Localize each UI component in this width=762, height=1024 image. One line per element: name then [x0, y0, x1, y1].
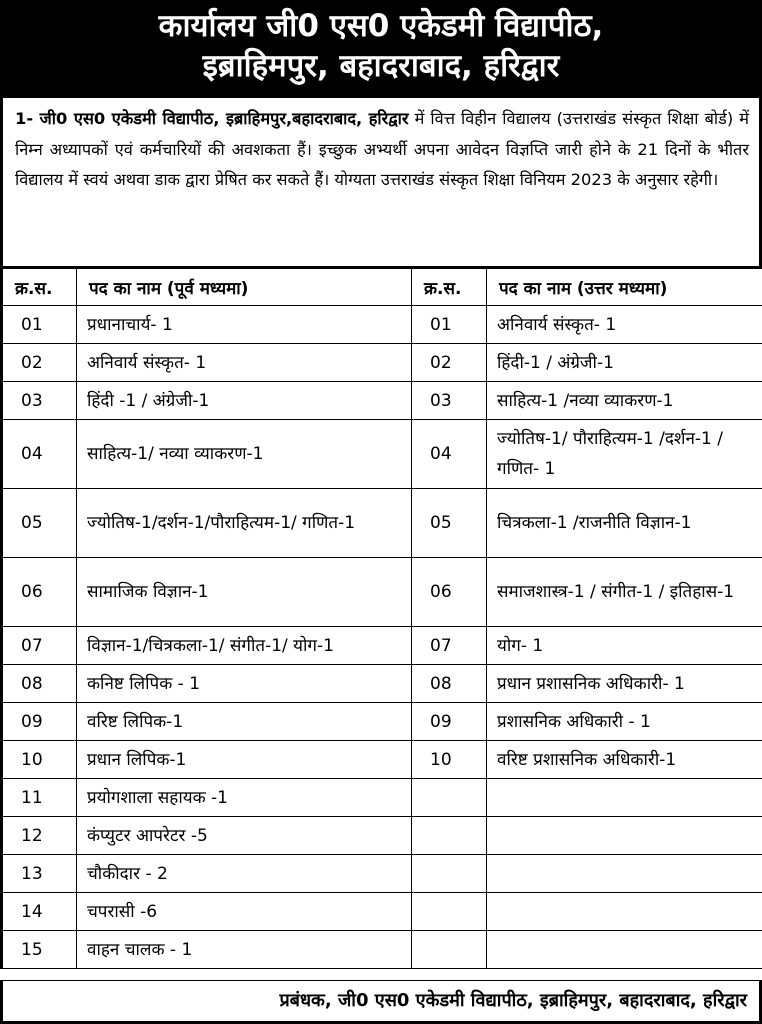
table-row	[2, 817, 762, 855]
post-right: अनिवार्य संस्कृत- 1	[487, 306, 762, 344]
serial-right: 01	[412, 306, 487, 344]
post-left: वाहन चालक - 1	[77, 931, 412, 969]
vacancy-table	[0, 266, 762, 969]
serial-right: 10	[412, 741, 487, 779]
serial-left: 13	[2, 855, 77, 893]
header-sn-left: क्र.स.	[2, 268, 77, 306]
serial-left: 15	[2, 931, 77, 969]
intro-paragraph	[0, 98, 762, 266]
table-row	[2, 931, 762, 969]
table-row	[2, 893, 762, 931]
post-right	[487, 893, 762, 931]
post-right: प्रधान प्रशासनिक अधिकारी- 1	[487, 665, 762, 703]
header-sn-right: क्र.स.	[412, 268, 487, 306]
header-title-line2: इब्राहिमपुर, बहादराबाद, हरिद्वार	[202, 48, 560, 84]
post-left: ज्योतिष-1/दर्शन-1/पौराहित्यम-1/ गणित-1	[77, 489, 412, 558]
office-header	[0, 0, 762, 98]
serial-left: 04	[2, 420, 77, 489]
post-left: विज्ञान-1/चित्रकला-1/ संगीत-1/ योग-1	[77, 627, 412, 665]
post-right: चित्रकला-1 /राजनीति विज्ञान-1	[487, 489, 762, 558]
post-left: अनिवार्य संस्कृत- 1	[77, 344, 412, 382]
post-right	[487, 931, 762, 969]
post-left: प्रयोगशाला सहायक -1	[77, 779, 412, 817]
post-right: ज्योतिष-1/ पौराहित्यम-1 /दर्शन-1 /गणित- 1	[487, 420, 762, 489]
post-left: प्रधान लिपिक-1	[77, 741, 412, 779]
table-header-row	[2, 268, 762, 306]
table-row	[2, 741, 762, 779]
serial-left: 12	[2, 817, 77, 855]
signature-footer: प्रबंधक, जी0 एस0 एकेडमी विद्यापीठ, इब्राहिमपुर, बहादराबाद, हरिद्वार	[0, 980, 762, 1024]
serial-left: 08	[2, 665, 77, 703]
table-row	[2, 627, 762, 665]
serial-right: 04	[412, 420, 487, 489]
post-left: वरिष्ट लिपिक-1	[77, 703, 412, 741]
header-post-right: पद का नाम (उत्तर मध्यमा)	[487, 268, 762, 306]
post-left: प्रधानाचार्य- 1	[77, 306, 412, 344]
post-right: समाजशास्त्र-1 / संगीत-1 / इतिहास-1	[487, 558, 762, 627]
serial-left: 03	[2, 382, 77, 420]
post-left: कनिष्ट लिपिक - 1	[77, 665, 412, 703]
serial-left: 01	[2, 306, 77, 344]
serial-left: 09	[2, 703, 77, 741]
table-body	[2, 306, 762, 969]
serial-left: 02	[2, 344, 77, 382]
post-left: कंप्युटर आपरेटर -5	[77, 817, 412, 855]
post-left: सामाजिक विज्ञान-1	[77, 558, 412, 627]
post-right: वरिष्ट प्रशासनिक अधिकारी-1	[487, 741, 762, 779]
post-right: प्रशासनिक अधिकारी - 1	[487, 703, 762, 741]
post-right	[487, 779, 762, 817]
header-post-left: पद का नाम (पूर्व मध्यमा)	[77, 268, 412, 306]
post-left: साहित्य-1/ नव्या व्याकरण-1	[77, 420, 412, 489]
intro-text: में वित्त विहीन विद्यालय (उत्तराखंड संस्कृत शिक्षा बोर्ड) में निम्न अध्यापकों एवं कर्मचारियों की अवशकता हैं। इच्छुक अभ्यर्थी अपना आवेदन विज्ञप्ति जारी होने के 21 दिनों के भीतर विद्यालय में स्वयं अथवा डाक द्वारा प्रेषित कर सकते हैं। योग्यता उत्तराखंड संस्कृत शिक्षा विनियम 2023 के अनुसार रहेगी।	[15, 109, 749, 189]
serial-right	[412, 855, 487, 893]
post-right: योग- 1	[487, 627, 762, 665]
serial-right	[412, 817, 487, 855]
table-row	[2, 703, 762, 741]
table-row	[2, 382, 762, 420]
table-row	[2, 558, 762, 627]
table-row	[2, 665, 762, 703]
post-right	[487, 855, 762, 893]
serial-left: 11	[2, 779, 77, 817]
serial-left: 07	[2, 627, 77, 665]
table-row	[2, 344, 762, 382]
serial-left: 05	[2, 489, 77, 558]
table-row	[2, 306, 762, 344]
serial-right	[412, 893, 487, 931]
serial-right: 08	[412, 665, 487, 703]
serial-right: 09	[412, 703, 487, 741]
serial-right: 05	[412, 489, 487, 558]
table-row	[2, 855, 762, 893]
post-left: चपरासी -6	[77, 893, 412, 931]
serial-right: 02	[412, 344, 487, 382]
post-left: चौकीदार - 2	[77, 855, 412, 893]
serial-left: 14	[2, 893, 77, 931]
post-right	[487, 817, 762, 855]
serial-left: 06	[2, 558, 77, 627]
serial-left: 10	[2, 741, 77, 779]
intro-school-name: 1- जी0 एस0 एकेडमी विद्यापीठ, इब्राहिमपुर,बहादराबाद, हरिद्वार	[15, 109, 409, 128]
serial-right: 03	[412, 382, 487, 420]
table-row	[2, 420, 762, 489]
serial-right: 07	[412, 627, 487, 665]
post-left: हिंदी -1 / अंग्रेजी-1	[77, 382, 412, 420]
header-title-line1: कार्यालय जी0 एस0 एकेडमी विद्यापीठ,	[158, 8, 604, 44]
serial-right	[412, 779, 487, 817]
table-row	[2, 779, 762, 817]
table-row	[2, 489, 762, 558]
post-right: साहित्य-1 /नव्या व्याकरण-1	[487, 382, 762, 420]
post-right: हिंदी-1 / अंग्रेजी-1	[487, 344, 762, 382]
serial-right: 06	[412, 558, 487, 627]
serial-right	[412, 931, 487, 969]
